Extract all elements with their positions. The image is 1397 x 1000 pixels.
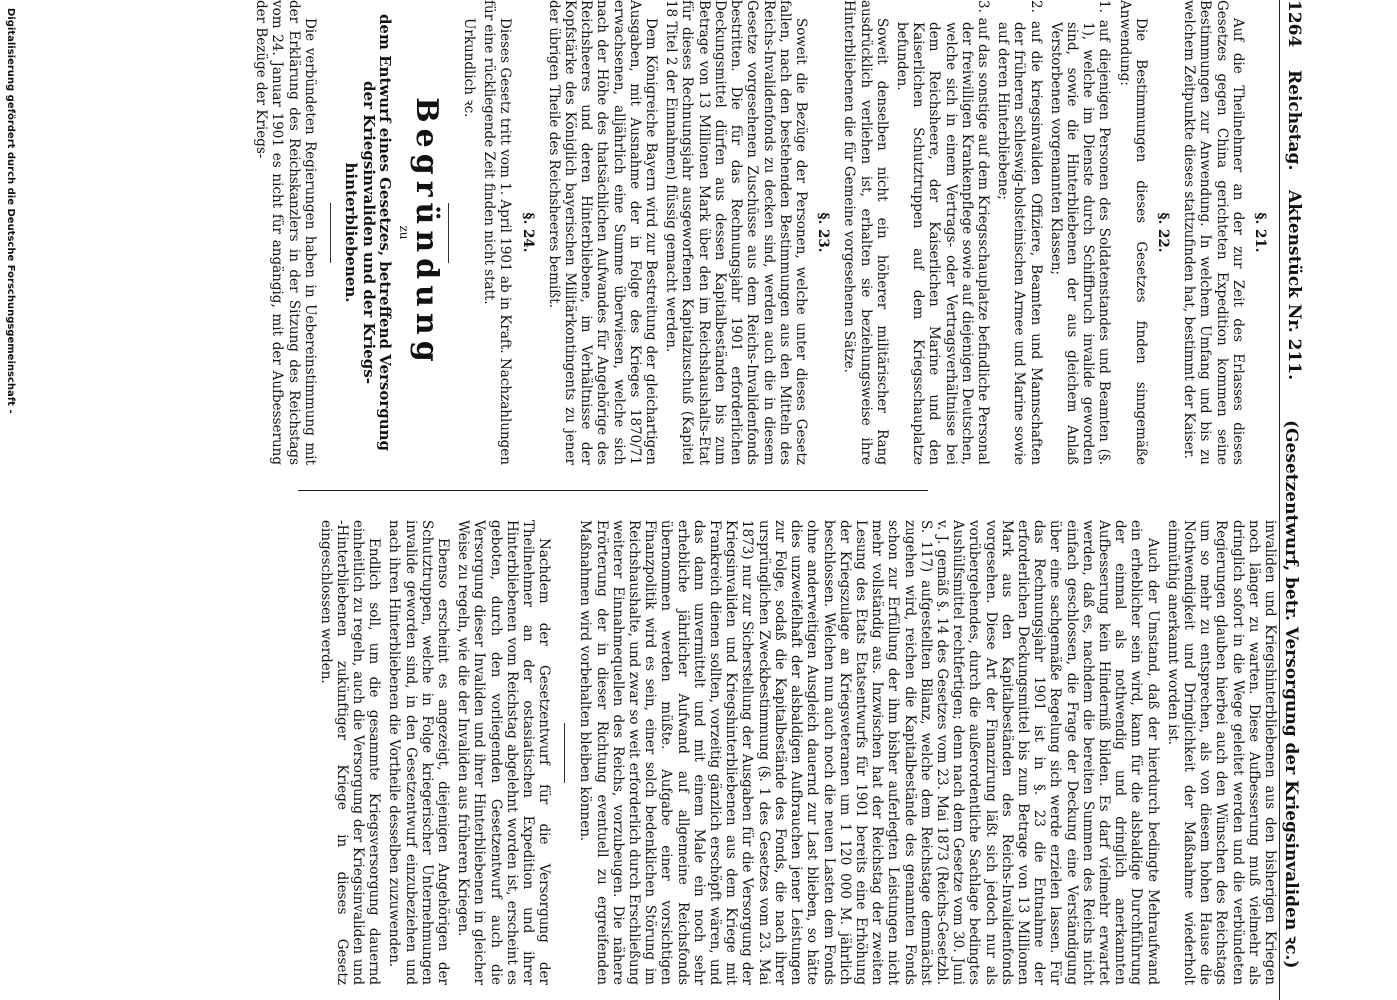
divider (330, 203, 331, 263)
digitization-credit-text: Digitalisierung gefördert durch die Deutsche Forschungsgemeinschaft - (5, 8, 16, 414)
paragraph: Nachdem der Gesetzentwurf für die Versorgung der Theilnehmer an der ostasiatischen Expedition und ihrer Hinterbliebenen vom Reichstag abgelehnt worden ist, erscheint es geboten, durch den vorliegenden Gesetzentwurf auch die Versorgung dieser Invaliden und ihrer Hinterbliebenen in gleicher Weise zu regeln, wie die der Invaliden aus früheren Kriegen. (455, 520, 553, 985)
paragraph: Auch der Umstand, daß der hierdurch bedingte Mehraufwand ein erheblicher sein wird, kann für die alsbaldige Durchführung der einmal als nothwendig und dringlich anerkannten Aufbesserung kein Hinderniß bilden. Es darf vielmehr erwartet werden, daß es, nachdem die bereiten Summen des Reichs nicht einfach geschlossen, die Frage der Deckung eine Verständigung über eine sachgemäße Regelung sich werde erzielen lassen. Für das Rechnungsjahr 1901 ist in §. 23 die Entnahme der erforderlichen Deckungsmittel bis zum Betrage von 13 Millionen Mark aus den Kapitalbeständen des Reichs-Invalidenfonds vorgesehen. Diese Art der Finanzirung läßt sich jedoch nur als vorübergehendes, durch die außerordentliche Sachlage bedingtes Aushülfsmittel rechtfertigen; denn nach dem Gesetze vom 30. Juni v. J. gemäß §. 14 des Gesetzes vom 23. Mai 1873 (Reichs-Gesetzbl. S. 117) aufgestellten Bilanz, welche dem Reichstage demnächst zugehen wird, reichen die Kapitalbestände des genannten Fonds schon zur Erfüllung der ihm bisher auferlegten Leistungen nicht mehr vollständig aus. Inzwischen hat der Reichstag der zweiten Lesung des Etats Etatsentwurfs für 1901 bereits eine Erhöhung der Kriegszulage an Kriegsveteranen um 1 120 000 M. jährlich beschlossen. Welchen nun auch noch die neuen Lasten dem Fonds ohne anderweitigen Ausgleich dauernd zur Last blieben, so hätte dies unzweifelhaft der alsbaldigen Aufbrauchen jener Leistungen zur Folge, sodaß die Kapitalbestände des Fonds, die nach ihrer ursprünglichen Zweckbestimmung (§. 1 des Gesetzes vom 23. Mai 1873) nur zur Sicherstellung der Ausgaben für die Versorgung der Kriegsinvaliden und Kriegshinterbliebenen aus dem Kriege mit Frankreich dienen sollten, vorzeitig gänzlich erschöpft wären, und das dann unvermittelt und mit einem Male ein noch sehr erhebliche jährlicher Aufwand auf allgemeine Reichsfonds übernommen werden müßte. Aufgabe einer vorsichtigen Finanzpolitik wird es sein, einer solch bedenklichen Störung im Reichshaushalte, und zwar so weit erforderlich durch Erschließung weiterer Einnahmequellen des Reichs, vorzubeugen. Die nähere Erörterung der in dieser Richtung eventuell zu ergreifenden Maßnahmen wird vorbehalten bleiben können. (577, 520, 1161, 985)
page-header (1279, 0, 1308, 1000)
header-body: Reichstag. (1284, 70, 1304, 171)
paragraph: Dem Königreiche Bayern wird zur Bestreitung der gleichartigen Ausgaben, mit Ausnahme der in Folge des Krieges 1870/71 erwachsenen, alljährlich eine Summe überwiesen, welche sich nach der Höhe des thatsächlichen Aufwandes für Angehörige des Reichsheeres und deren Hinterbliebene, im Verhältnisse der Kopfstärke des Königlich bayerischen Militärkontingents zu jener der übrigen Theile des Reichsheeres bemißt. (545, 0, 660, 465)
paragraph: invaliden und Kriegshinterbliebenen aus den bisherigen Kriegen noch länger zu warten. Diese Aufbesserung muß vielmehr als dringlich sofort in die Wege geleitet werden und die verbündeten Regierungen glauben hierbei auch den Wünschen des Reichstags um so mehr zu entsprechen, als von diesem hohen Hause die Nothwendigkeit und Dringlichkeit der Maßnahme wiederholt einmüthig anerkannt worden ist. (1164, 520, 1278, 985)
document-page (108, 0, 1308, 1000)
closing-formula: Urkundlich ꝛc. (461, 18, 478, 118)
divider (564, 723, 565, 783)
section-title: §. 23. (815, 212, 832, 253)
list-item: 2. auf die kriegsinvaliden Offiziere, Beamten und Mannschaften der früheren schleswig-holsteinischen Armee und Marine sowie auf deren Hinterbliebene; (995, 0, 1044, 465)
begruendung-subtitle: dem Entwurf eines Gesetzes, betreffend Versorgung der Kriegsinvaliden und der Kriegs- (360, 13, 395, 452)
paragraph: Soweit denselben nicht ein höherer militärischer Rang ausdrücklich verliehen ist, erhalten sie beziehungsweise ihre Hinterbliebenen die für Gemeine vorgesehenen Sätze. (841, 0, 890, 465)
paragraph: Dieses Gesetz tritt vom 1. April 1901 ab in Kraft. Nachzahlungen für eine rückliegende Zeit finden nicht statt. (481, 0, 514, 465)
left-column (249, 0, 1278, 465)
column-divider (298, 490, 928, 491)
list-item: 3. auf das sonstige auf dem Kriegsschauplatze befindliche Personal der freiwilligen Krankenpflege sowie auf diejenigen Deutschen, welche sich in einem Vertrags- oder Vertragsverhältnisse bei dem Reichsheere, der Kaiserlichen Marine und den Kaiserlichen Schutztruppen auf dem Kriegsschauplatze befunden. (893, 0, 991, 465)
digitization-credit (2, 8, 16, 983)
paragraph: Die verbündeten Regierungen haben in Uebereinstimmung mit der Erklärung des Reichskanzlers in der Sitzung des Reichstags vom 24. Januar 1901 es nicht für angängig, mit der Aufbesserung der Bezüge der Kriegs- (253, 0, 318, 465)
header-document-number: Aktenstück Nr. 211. (1284, 190, 1304, 381)
section-title: §. 24. (519, 212, 536, 253)
begruendung-title: Begründung (408, 97, 444, 368)
begruendung-zu: zu (396, 225, 411, 240)
paragraph: Auf die Theilnehmer an der zur Zeit des Erlasses dieses Gesetzes gegen China gerichteten Expedition kommen seine Bestimmungen zur Anwendung. In welchem Umfang und bis zu welchem Zeitpunkte dieses stattzufinden hat, bestimmt der Kaiser. (1181, 0, 1246, 465)
section-title: §. 21. (1252, 212, 1268, 253)
paragraph: Ebenso erscheint es angezeigt, diejenigen Angehörigen der Schutztruppen, welche in Folge kriegerischer Unternehmungen invalide geworden sind, in den Gesetzentwurf einzubeziehen und nach ihren Hinterbliebenen die Vortheile desselben zuzuwenden. (386, 520, 452, 985)
section-title: §. 22. (1154, 212, 1171, 253)
page-number: 1264 (1284, 0, 1304, 48)
paragraph: Endlich soll, um die gesammte Kriegsversorgung dauernd einheitlich zu regeln, auch die Versorgung der Kriegsinvaliden und -Hinterbliebenen zukünftiger Kriege in dieses Gesetz eingeschlossen werden. (317, 520, 383, 985)
begruendung-subtitle-cont: hinterbliebenen. (342, 162, 361, 303)
paragraph: Soweit die Bezüge der Personen, welche unter dieses Gesetz fallen, nach den bestehenden Bestimmungen aus den Mitteln des Reichs-Invalidenfonds zu decken sind, werden auch die in diesem Gesetze vorgesehenen Zuschüsse aus dem Reichs-Invalidenfonds bestritten. Die für das Rechnungsjahr 1901 erforderlichen Deckungsmittel dürfen aus dessen Kapitalbeständen bis zum Betrage von 13 Millionen Mark über den im Reichshaushalts-Etat für dieses Rechnungsjahr ausgeworfenen Kapitalzuschuß (Kapitel 18 Titel 2 der Einnahmen) flüssig gemacht werden. (663, 0, 809, 465)
list-item: 1. auf diejenigen Personen des Soldatenstandes und Beamten (§. 1), welche im Dienste durch Schiffbruch invalide geworden sind, sowie die Hinterbliebenen der aus gleichem Anlaß Verstorbenen vorgenannten Klassen; (1047, 0, 1113, 465)
paragraph: Die Bestimmungen dieses Gesetzes finden sinngemäße Anwendung: (1116, 0, 1149, 465)
divider (448, 203, 449, 263)
header-subject: (Gesetzentwurf, betr. Versorgung der Kriegsinvaliden ꝛc.) (1281, 420, 1301, 969)
right-column (313, 520, 1278, 985)
